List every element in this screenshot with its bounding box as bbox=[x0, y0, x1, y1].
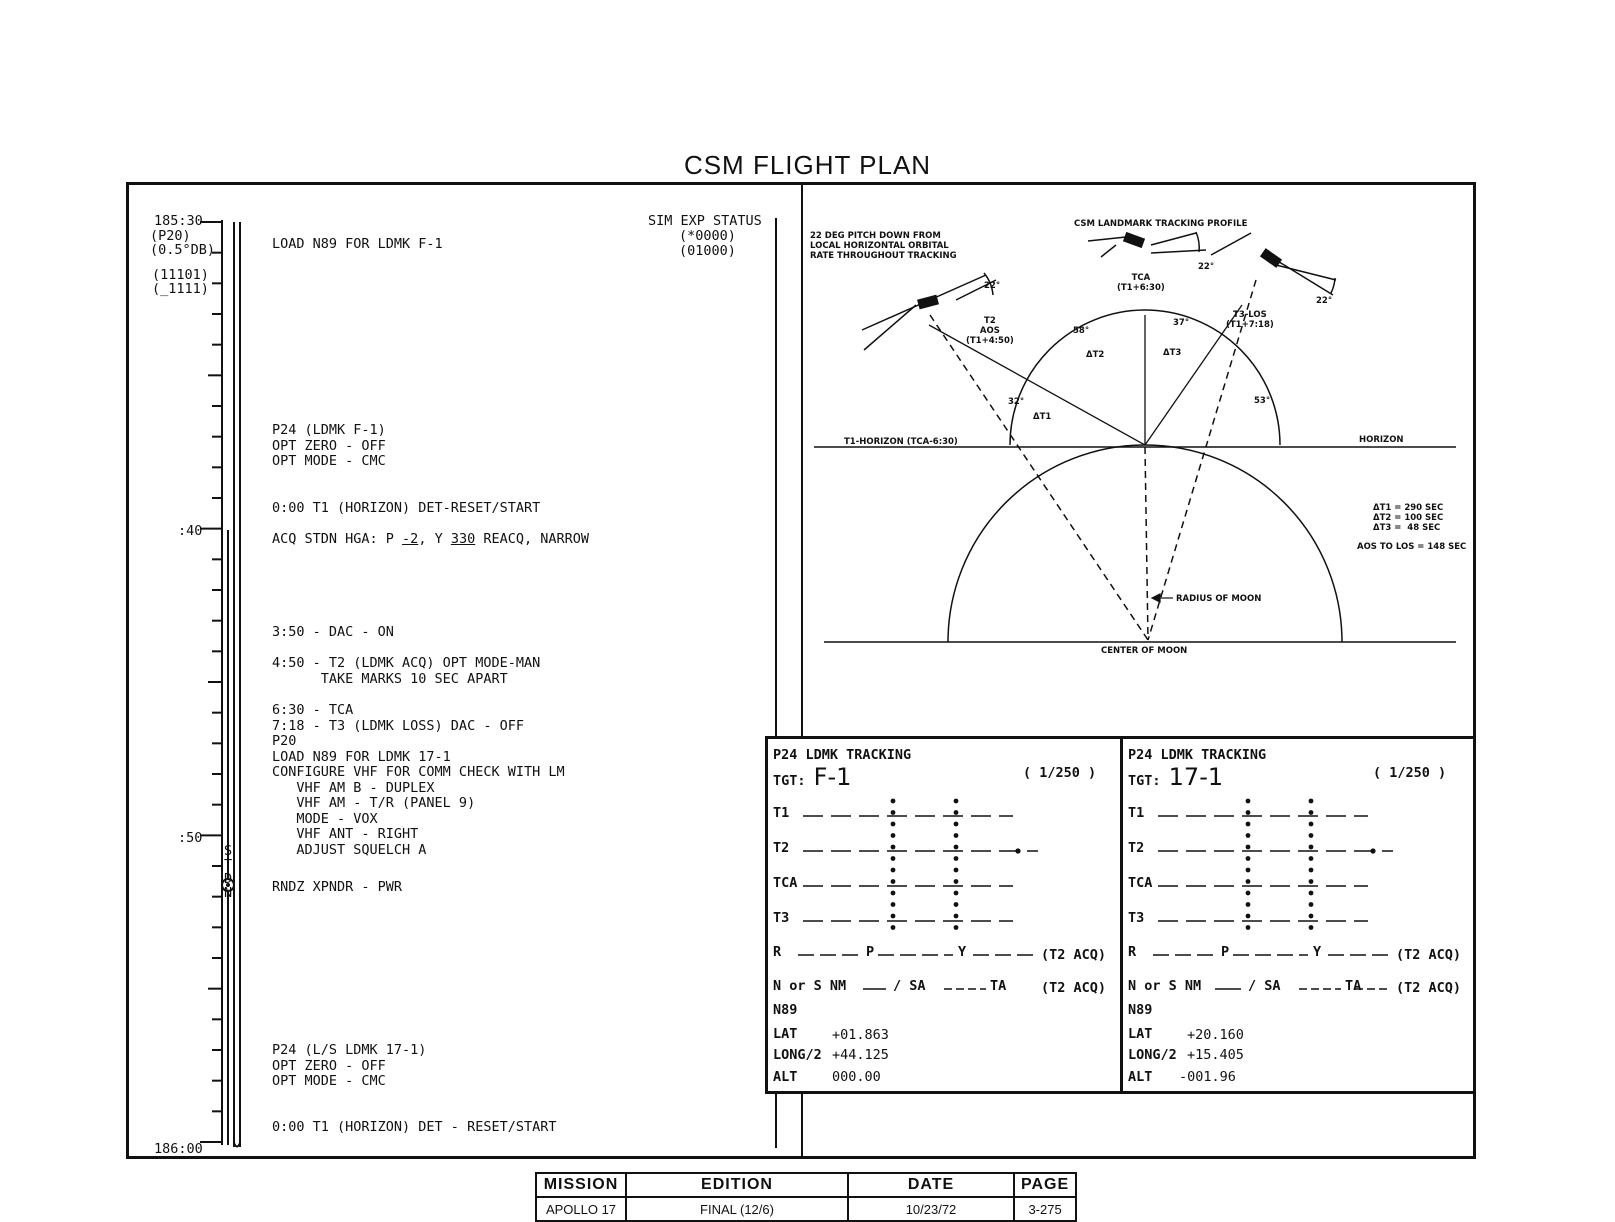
footer-mission-header: MISSION bbox=[536, 1173, 626, 1197]
sim-exp-label: SIM EXP STATUS bbox=[648, 213, 762, 229]
lat-value: +20.160 bbox=[1187, 1027, 1244, 1043]
row-t1: T1 bbox=[773, 805, 790, 821]
end-time: 186:00 bbox=[154, 1141, 203, 1157]
r-label: R bbox=[773, 944, 782, 960]
panel-blanks bbox=[768, 739, 1120, 1091]
panel-tgt-value: F-1 bbox=[813, 763, 852, 791]
lat-value: +01.863 bbox=[832, 1027, 889, 1043]
panel-title: P24 LDMK TRACKING bbox=[1128, 747, 1267, 763]
r-label: R bbox=[1128, 944, 1137, 960]
footer-mission: APOLLO 17 bbox=[536, 1197, 626, 1221]
footer-edition: FINAL (12/6) bbox=[626, 1197, 848, 1221]
sim-exp-value-2: (01000) bbox=[679, 243, 736, 259]
nors-label: N or S NM bbox=[773, 978, 847, 994]
ta-label: TA bbox=[1345, 978, 1362, 994]
lat-label: LAT bbox=[773, 1026, 798, 1042]
page-title: CSM FLIGHT PLAN bbox=[683, 150, 932, 180]
t3-los-label: T3-LOS (T1+7:18) bbox=[1226, 310, 1274, 330]
angle-58: 58° bbox=[1073, 326, 1090, 336]
mark-50: :50 bbox=[178, 830, 203, 846]
event-t1-reset: 0:00 T1 (HORIZON) DET-RESET/START bbox=[272, 500, 541, 516]
footer-table bbox=[535, 1172, 1077, 1222]
p-label: P bbox=[1221, 944, 1230, 960]
footer-page-header: PAGE bbox=[1014, 1173, 1076, 1197]
row-t1: T1 bbox=[1128, 805, 1145, 821]
ta-label: TA bbox=[990, 978, 1007, 994]
footer-page: 3-275 bbox=[1014, 1197, 1076, 1221]
footer-date: 10/23/72 bbox=[848, 1197, 1014, 1221]
delta-t1: ΔT1 bbox=[1033, 412, 1052, 422]
t2-aos-label: T2 AOS (T1+4:50) bbox=[966, 316, 1014, 346]
start-time: 185:30 bbox=[154, 213, 203, 229]
event-acq-stdn: ACQ STDN HGA: P -2, Y 330 REACQ, NARROW bbox=[272, 531, 590, 547]
angle-37: 37° bbox=[1173, 318, 1190, 328]
event-rndz-xpndr: RNDZ XPNDR - PWR bbox=[272, 879, 403, 895]
row-t2: T2 bbox=[773, 840, 790, 856]
angle-22-right: 22° bbox=[1316, 296, 1333, 306]
angle-22-left: 22° bbox=[984, 281, 1001, 291]
t2acq-label-2: (T2 ACQ) bbox=[1041, 980, 1107, 996]
row-tca: TCA bbox=[1128, 875, 1153, 891]
stdn-label: S T D N bbox=[224, 843, 233, 901]
alt-value: 000.00 bbox=[832, 1069, 881, 1085]
lat-label: LAT bbox=[1128, 1026, 1153, 1042]
n89-label: N89 bbox=[773, 1002, 798, 1018]
alt-value: -001.96 bbox=[1179, 1069, 1236, 1085]
start-note-code2: (_1111) bbox=[152, 281, 209, 297]
angle-22-mid: 22° bbox=[1198, 262, 1215, 272]
panel-title: P24 LDMK TRACKING bbox=[773, 747, 912, 763]
y-label: Y bbox=[1313, 944, 1322, 960]
row-t3: T3 bbox=[773, 910, 790, 926]
panel-rate: ( 1/250 ) bbox=[1023, 765, 1097, 781]
nors-label: N or S NM bbox=[1128, 978, 1202, 994]
row-tca: TCA bbox=[773, 875, 798, 891]
start-note-p20: (P20) bbox=[150, 228, 191, 244]
angle-32: 32° bbox=[1008, 397, 1025, 407]
delta-t3: ΔT3 bbox=[1163, 348, 1182, 358]
row-t3: T3 bbox=[1128, 910, 1145, 926]
tca-label: TCA (T1+6:30) bbox=[1117, 273, 1165, 293]
pitch-note: 22 DEG PITCH DOWN FROM LOCAL HORIZONTAL ORBITAL RATE THROUGHOUT TRACKING bbox=[810, 231, 957, 261]
y-label: Y bbox=[958, 944, 967, 960]
start-note-code1: (11101) bbox=[152, 267, 209, 283]
footer-date-header: DATE bbox=[848, 1173, 1014, 1197]
alt-label: ALT bbox=[773, 1069, 798, 1085]
p24-panel-17-1 bbox=[1120, 736, 1476, 1094]
event-p24-17-1: P24 (L/S LDMK 17-1) OPT ZERO - OFF OPT MODE - CMC bbox=[272, 1042, 427, 1089]
footer-edition-header: EDITION bbox=[626, 1173, 848, 1197]
event-t2-acq: 4:50 - T2 (LDMK ACQ) OPT MODE-MAN TAKE MARKS 10 SEC APART bbox=[272, 655, 541, 687]
p-label: P bbox=[866, 944, 875, 960]
mark-40: :40 bbox=[178, 523, 203, 539]
sa-label: / SA bbox=[893, 978, 926, 994]
event-dac-on: 3:50 - DAC - ON bbox=[272, 624, 394, 640]
p24-panel-f1 bbox=[765, 736, 1123, 1094]
sim-exp-value-1: (*0000) bbox=[679, 228, 736, 244]
delta-t2: ΔT2 bbox=[1086, 350, 1105, 360]
center-of-moon: CENTER OF MOON bbox=[1101, 646, 1188, 656]
start-note-db: (0.5°DB) bbox=[150, 242, 216, 258]
profile-title: CSM LANDMARK TRACKING PROFILE bbox=[1074, 219, 1248, 229]
event-t1-reset-2: 0:00 T1 (HORIZON) DET - RESET/START bbox=[272, 1119, 557, 1135]
delta-t-legend: ΔT1 = 290 SEC ΔT2 = 100 SEC ΔT3 = 48 SEC bbox=[1373, 503, 1444, 533]
t2acq-label-2: (T2 ACQ) bbox=[1396, 980, 1462, 996]
long-label: LONG/2 bbox=[1128, 1047, 1177, 1063]
sa-label: / SA bbox=[1248, 978, 1281, 994]
panel-rate: ( 1/250 ) bbox=[1373, 765, 1447, 781]
t2acq-label-1: (T2 ACQ) bbox=[1041, 947, 1107, 963]
timeline-scale bbox=[150, 210, 260, 1160]
n89-label: N89 bbox=[1128, 1002, 1153, 1018]
event-tca-block: 6:30 - TCA 7:18 - T3 (LDMK LOSS) DAC - OFF P20 LOAD N89 FOR LDMK 17-1 CONFIGURE VHF FOR COMM CHECK WITH LM VHF AM B - DUPLEX VHF AM - T/R (PANEL 9) MODE - VOX VHF ANT - RIGHT ADJUST SQUELCH A bbox=[272, 702, 565, 858]
panel-tgt: TGT: 17-1 bbox=[1128, 763, 1224, 791]
angle-53: 53° bbox=[1254, 396, 1271, 406]
alt-label: ALT bbox=[1128, 1069, 1153, 1085]
t2acq-label-1: (T2 ACQ) bbox=[1396, 947, 1462, 963]
long-value: +15.405 bbox=[1187, 1047, 1244, 1063]
long-value: +44.125 bbox=[832, 1047, 889, 1063]
radius-of-moon: RADIUS OF MOON bbox=[1176, 594, 1262, 604]
t1-horizon-label: T1-HORIZON (TCA-6:30) bbox=[844, 437, 958, 447]
row-t2: T2 bbox=[1128, 840, 1145, 856]
aos-to-los: AOS TO LOS = 148 SEC bbox=[1357, 542, 1467, 552]
event-p24-f1: P24 (LDMK F-1) OPT ZERO - OFF OPT MODE - CMC bbox=[272, 422, 386, 469]
event-load-n89-f1: LOAD N89 FOR LDMK F-1 bbox=[272, 236, 443, 252]
panel-tgt: TGT: F-1 bbox=[773, 763, 852, 791]
panel-tgt-value: 17-1 bbox=[1168, 763, 1224, 791]
long-label: LONG/2 bbox=[773, 1047, 822, 1063]
horizon-label: HORIZON bbox=[1359, 435, 1404, 445]
panel-blanks bbox=[1123, 739, 1473, 1091]
